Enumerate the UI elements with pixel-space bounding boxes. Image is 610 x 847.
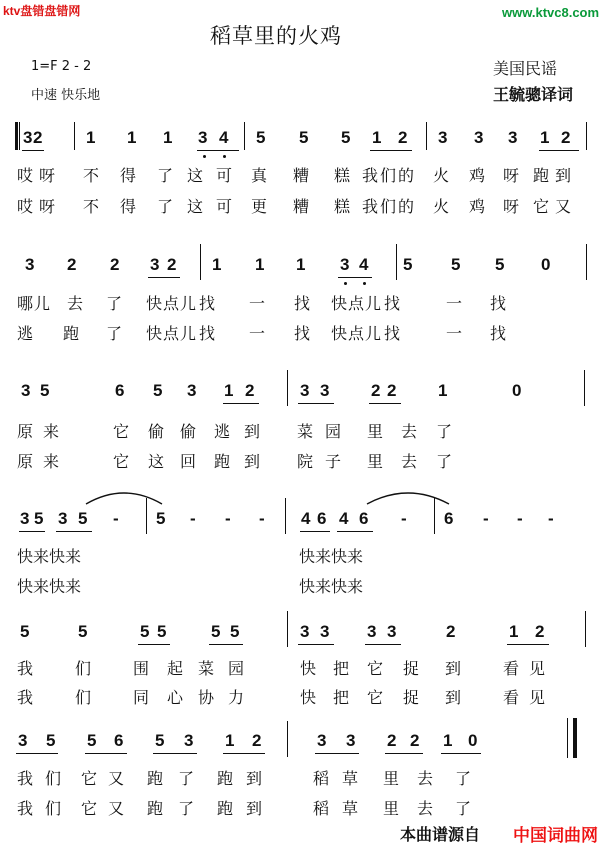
- note: 3: [21, 381, 31, 400]
- lyric-char: 逃: [17, 324, 34, 343]
- note: 1: [438, 381, 448, 400]
- lyric-char: 找: [384, 294, 401, 313]
- lyric-char: 跑: [63, 324, 80, 343]
- lyric-char: 我: [362, 166, 379, 185]
- lyric-char: 围: [133, 659, 150, 678]
- lyric-char: 糟: [293, 197, 310, 216]
- lyric-char: 到: [246, 769, 263, 788]
- song-title: 稻草里的火鸡: [210, 24, 342, 48]
- lyric-char: 里: [367, 422, 384, 441]
- lyric-char: 力: [228, 688, 245, 707]
- lyric-char: 心: [167, 688, 184, 707]
- lyric-char: 真: [251, 166, 268, 185]
- lyric-char: 儿: [365, 294, 382, 313]
- lyric-char: 哪: [17, 294, 34, 313]
- lyric-char: 快: [300, 659, 317, 678]
- lyric-char: 到: [246, 799, 263, 818]
- note: 3: [23, 128, 33, 147]
- lyric-char: 园: [228, 659, 245, 678]
- note: 2: [561, 128, 571, 147]
- note: 1: [224, 381, 234, 400]
- note: 1: [86, 128, 96, 147]
- lyric-char: 了: [157, 166, 174, 185]
- watermark-right: www.ktvc8.com: [502, 5, 600, 20]
- lyric-char: 了: [106, 324, 123, 343]
- note: 2: [535, 622, 545, 641]
- note: 4: [219, 128, 229, 147]
- lyric-char: 找: [490, 294, 507, 313]
- lyric-char: 点: [348, 324, 365, 343]
- lyric-char: 院: [297, 452, 314, 471]
- lyric-char: 找: [294, 324, 311, 343]
- lyric-char: 呀: [39, 166, 56, 185]
- lyric-char: 糕: [334, 197, 351, 216]
- lyric-char: 跑: [147, 769, 164, 788]
- note: 5: [256, 128, 266, 147]
- lyric-char: 去: [401, 422, 418, 441]
- note: -: [548, 509, 554, 528]
- lyric-char: 到: [445, 659, 462, 678]
- lyric-char: 哎: [17, 166, 34, 185]
- lyric-char: 里: [367, 452, 384, 471]
- note: 3: [317, 731, 327, 750]
- lyric-char: 了: [455, 769, 472, 788]
- lyric-phrase: 快来快来: [17, 577, 82, 596]
- note: -: [401, 509, 407, 528]
- lyric-char: 到: [445, 688, 462, 707]
- note: 1: [372, 128, 382, 147]
- lyric-char: 来: [43, 422, 60, 441]
- lyric-char: 我: [17, 659, 34, 678]
- note: 3: [300, 622, 310, 641]
- lyric-char: 看: [503, 688, 520, 707]
- lyric-char: 跑: [147, 799, 164, 818]
- lyric-char: 糟: [293, 166, 310, 185]
- note: 5: [46, 731, 56, 750]
- lyric-char: 我: [362, 197, 379, 216]
- lyric-char: 点: [163, 324, 180, 343]
- note: -: [259, 509, 265, 528]
- lyric-char: 点: [348, 294, 365, 313]
- translator-credit: 王毓骢译词: [493, 85, 574, 104]
- note: 3: [300, 381, 310, 400]
- lyric-char: 快: [300, 688, 317, 707]
- lyric-char: 快: [331, 324, 348, 343]
- note: 3: [198, 128, 208, 147]
- note: 1: [212, 255, 222, 274]
- lyric-char: 捉: [403, 659, 420, 678]
- lyric-char: 又: [108, 799, 125, 818]
- lyric-char: 里: [383, 769, 400, 788]
- lyric-char: 可: [216, 166, 233, 185]
- watermark-left: ktv盘错盘错网: [3, 4, 81, 18]
- note: 1: [163, 128, 173, 147]
- lyric-char: 我: [17, 688, 34, 707]
- lyric-char: 又: [108, 769, 125, 788]
- lyric-char: 们: [75, 688, 92, 707]
- lyric-char: 把: [333, 659, 350, 678]
- note: 5: [34, 509, 44, 528]
- lyric-char: 逃: [214, 422, 231, 441]
- note: 5: [157, 622, 167, 641]
- note: 2: [252, 731, 262, 750]
- lyric-char: 这: [187, 166, 204, 185]
- lyric-char: 偷: [180, 422, 197, 441]
- note: 2: [371, 381, 381, 400]
- lyric-phrase: 快来快来: [17, 547, 82, 566]
- lyric-char: 了: [178, 799, 195, 818]
- lyric-char: 火: [433, 197, 450, 216]
- note: 3: [340, 255, 350, 274]
- key-signature: 1=F 2 - 2: [31, 59, 92, 74]
- lyric-char: 火: [433, 166, 450, 185]
- note: 5: [299, 128, 309, 147]
- lyric-char: 找: [199, 324, 216, 343]
- note: 3: [508, 128, 518, 147]
- lyric-char: 呀: [503, 166, 520, 185]
- lyric-char: 原: [17, 422, 34, 441]
- lyric-char: 这: [187, 197, 204, 216]
- note: 5: [403, 255, 413, 274]
- lyric-char: 它: [113, 422, 130, 441]
- lyric-char: 菜: [297, 422, 314, 441]
- lyric-char: 呀: [39, 197, 56, 216]
- lyric-char: 它: [81, 769, 98, 788]
- lyric-char: 园: [325, 422, 342, 441]
- lyric-char: 了: [455, 799, 472, 818]
- footer-site-name[interactable]: 中国词曲网: [513, 826, 598, 846]
- note: 5: [451, 255, 461, 274]
- note: 2: [245, 381, 255, 400]
- lyric-char: 偷: [148, 422, 165, 441]
- lyric-char: 一: [249, 294, 266, 313]
- lyric-char: 到: [244, 422, 261, 441]
- lyric-char: 儿: [180, 294, 197, 313]
- note: 6: [317, 509, 327, 528]
- lyric-char: 快: [146, 324, 163, 343]
- note: 4: [359, 255, 369, 274]
- note: 5: [230, 622, 240, 641]
- lyric-char: 了: [436, 422, 453, 441]
- note: 1: [540, 128, 550, 147]
- lyric-char: 们: [380, 166, 397, 185]
- lyric-char: 去: [417, 799, 434, 818]
- lyric-char: 菜: [198, 659, 215, 678]
- lyric-char: 的: [398, 197, 415, 216]
- lyric-char: 跑: [217, 799, 234, 818]
- lyric-char: 了: [436, 452, 453, 471]
- lyric-char: 它: [533, 197, 550, 216]
- lyric-char: 找: [294, 294, 311, 313]
- note: 5: [78, 622, 88, 641]
- lyric-char: 它: [367, 659, 384, 678]
- note: 5: [495, 255, 505, 274]
- note: 3: [387, 622, 397, 641]
- note: 6: [359, 509, 369, 528]
- note: 5: [156, 509, 166, 528]
- lyric-char: 同: [133, 688, 150, 707]
- note: 1: [443, 731, 453, 750]
- lyric-char: 哎: [17, 197, 34, 216]
- lyric-char: 快: [146, 294, 163, 313]
- lyric-char: 又: [555, 197, 572, 216]
- lyric-char: 跑: [214, 452, 231, 471]
- note: -: [225, 509, 231, 528]
- lyric-char: 得: [120, 166, 137, 185]
- lyric-char: 们: [380, 197, 397, 216]
- lyric-char: 起: [167, 659, 184, 678]
- lyric-char: 鸡: [469, 197, 486, 216]
- note: 4: [339, 509, 349, 528]
- lyric-char: 这: [148, 452, 165, 471]
- note: -: [483, 509, 489, 528]
- note: 0: [468, 731, 478, 750]
- lyric-char: 见: [529, 659, 546, 678]
- note: 1: [225, 731, 235, 750]
- lyric-char: 不: [83, 166, 100, 185]
- note: 3: [474, 128, 484, 147]
- lyric-char: 儿: [180, 324, 197, 343]
- note: 3: [438, 128, 448, 147]
- note: 6: [115, 381, 125, 400]
- lyric-char: 草: [342, 799, 359, 818]
- lyric-char: 把: [333, 688, 350, 707]
- lyric-char: 它: [113, 452, 130, 471]
- lyric-char: 了: [178, 769, 195, 788]
- lyric-char: 们: [45, 799, 62, 818]
- note: 5: [155, 731, 165, 750]
- lyric-char: 找: [199, 294, 216, 313]
- lyric-char: 它: [367, 688, 384, 707]
- note: 2: [387, 381, 397, 400]
- note: 2: [110, 255, 120, 274]
- note: 2: [67, 255, 77, 274]
- lyric-char: 看: [503, 659, 520, 678]
- note: 3: [187, 381, 197, 400]
- note: 3: [184, 731, 194, 750]
- lyric-char: 协: [198, 688, 215, 707]
- lyric-char: 一: [446, 294, 463, 313]
- note: 1: [127, 128, 137, 147]
- lyric-char: 可: [216, 197, 233, 216]
- lyric-phrase: 快来快来: [299, 547, 364, 566]
- lyric-char: 回: [180, 452, 197, 471]
- note: 3: [58, 509, 68, 528]
- lyric-char: 里: [383, 799, 400, 818]
- lyric-char: 去: [67, 294, 84, 313]
- lyric-phrase: 快来快来: [299, 577, 364, 596]
- lyric-char: 找: [490, 324, 507, 343]
- lyric-char: 儿: [34, 294, 51, 313]
- lyric-char: 们: [75, 659, 92, 678]
- note: 1: [509, 622, 519, 641]
- note: 2: [387, 731, 397, 750]
- lyric-char: 跑: [533, 166, 550, 185]
- note: 2: [167, 255, 177, 274]
- note: 5: [341, 128, 351, 147]
- note: 3: [18, 731, 28, 750]
- note: 0: [512, 381, 522, 400]
- lyric-char: 们: [45, 769, 62, 788]
- note: 3: [320, 622, 330, 641]
- lyric-char: 快: [331, 294, 348, 313]
- lyric-char: 去: [401, 452, 418, 471]
- lyric-char: 到: [555, 166, 572, 185]
- note: 5: [78, 509, 88, 528]
- lyric-char: 了: [106, 294, 123, 313]
- note: 4: [301, 509, 311, 528]
- lyric-char: 儿: [365, 324, 382, 343]
- note: 2: [33, 128, 43, 147]
- lyric-char: 得: [120, 197, 137, 216]
- note: 3: [346, 731, 356, 750]
- note: 0: [541, 255, 551, 274]
- footer-source-label: 本曲谱源自: [400, 825, 481, 844]
- lyric-char: 点: [163, 294, 180, 313]
- note: -: [517, 509, 523, 528]
- note: 3: [20, 509, 30, 528]
- lyric-char: 我: [17, 769, 34, 788]
- lyric-char: 我: [17, 799, 34, 818]
- note: 3: [367, 622, 377, 641]
- lyric-char: 草: [342, 769, 359, 788]
- note: 2: [398, 128, 408, 147]
- lyric-char: 子: [325, 452, 342, 471]
- lyric-char: 更: [251, 197, 268, 216]
- note: 1: [296, 255, 306, 274]
- origin-credit: 美国民谣: [493, 59, 558, 78]
- note: 5: [153, 381, 163, 400]
- note: 5: [40, 381, 50, 400]
- lyric-char: 稻: [313, 769, 330, 788]
- note: 2: [410, 731, 420, 750]
- lyric-char: 一: [249, 324, 266, 343]
- lyric-char: 找: [384, 324, 401, 343]
- note: 5: [211, 622, 221, 641]
- note: 5: [87, 731, 97, 750]
- lyric-char: 跑: [217, 769, 234, 788]
- lyric-char: 不: [83, 197, 100, 216]
- lyric-char: 见: [529, 688, 546, 707]
- lyric-char: 捉: [403, 688, 420, 707]
- lyric-char: 鸡: [469, 166, 486, 185]
- lyric-char: 呀: [503, 197, 520, 216]
- note: 3: [320, 381, 330, 400]
- note: 3: [25, 255, 35, 274]
- lyric-char: 一: [446, 324, 463, 343]
- lyric-char: 原: [17, 452, 34, 471]
- note: -: [113, 509, 119, 528]
- note: 6: [444, 509, 454, 528]
- lyric-char: 的: [398, 166, 415, 185]
- tempo-marking: 中速 快乐地: [31, 88, 101, 103]
- note: -: [190, 509, 196, 528]
- lyric-char: 稻: [313, 799, 330, 818]
- lyric-char: 它: [81, 799, 98, 818]
- note: 5: [140, 622, 150, 641]
- lyric-char: 了: [157, 197, 174, 216]
- note: 1: [255, 255, 265, 274]
- note: 6: [114, 731, 124, 750]
- lyric-char: 去: [417, 769, 434, 788]
- note: 2: [446, 622, 456, 641]
- lyric-char: 到: [244, 452, 261, 471]
- lyric-char: 糕: [334, 166, 351, 185]
- note: 3: [150, 255, 160, 274]
- note: 5: [20, 622, 30, 641]
- lyric-char: 来: [43, 452, 60, 471]
